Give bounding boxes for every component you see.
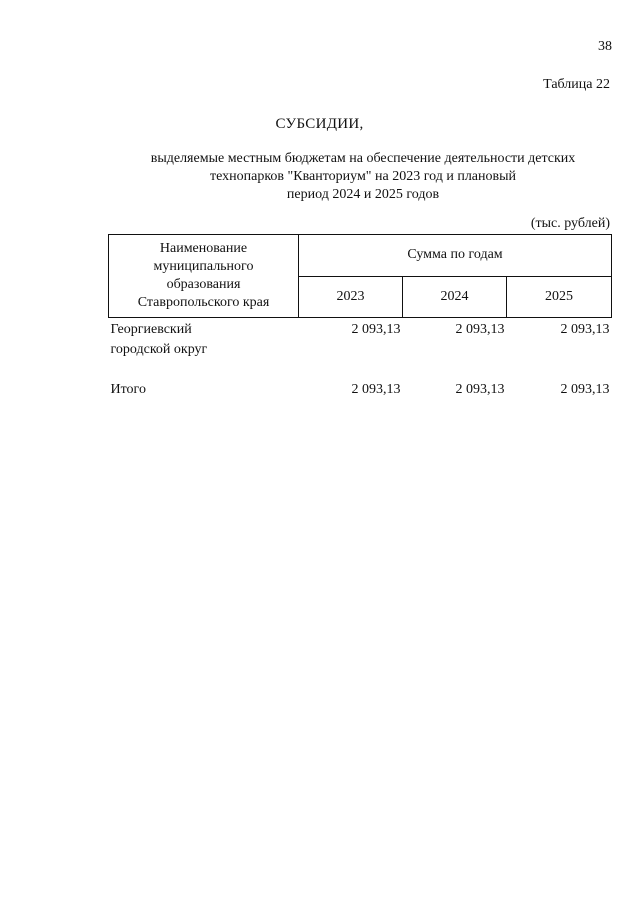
header-line: муниципального xyxy=(153,259,254,274)
value-2023: 2 093,13 xyxy=(351,322,401,337)
page-number: 38 xyxy=(598,39,612,54)
total-2024: 2 093,13 xyxy=(455,382,505,397)
year-header-2025: 2025 xyxy=(507,276,612,318)
total-row xyxy=(109,378,612,402)
total-2025: 2 093,13 xyxy=(560,382,610,397)
table-row xyxy=(109,318,612,379)
subtitle-line: период 2024 и 2025 годов xyxy=(286,187,440,202)
subtitle-line: технопарков "Кванториум" на 2023 год и плановый xyxy=(209,169,517,184)
table-label: Таблица 22 xyxy=(543,77,610,92)
year-header-2023: 2023 xyxy=(299,276,403,318)
municipality-column-header xyxy=(109,235,299,318)
header-line: Наименование xyxy=(159,241,248,256)
header-line: образования xyxy=(166,277,241,292)
total-2023: 2 093,13 xyxy=(351,382,401,397)
subsidies-table xyxy=(108,234,612,402)
year-header-2024: 2024 xyxy=(403,276,507,318)
subtitle-line: выделяемые местным бюджетам на обеспечение деятельности детских xyxy=(150,151,576,166)
name-line: Георгиевский xyxy=(110,322,192,337)
header-line: Ставропольского края xyxy=(137,295,270,310)
document-title: СУБСИДИИ, xyxy=(275,116,364,132)
sum-by-years-header: Сумма по годам xyxy=(299,235,612,277)
value-2024: 2 093,13 xyxy=(455,322,505,337)
name-line: городской округ xyxy=(110,342,208,357)
value-2025: 2 093,13 xyxy=(560,322,610,337)
document-subtitle xyxy=(118,150,608,204)
total-label: Итого xyxy=(110,382,146,397)
units-label: (тыс. рублей) xyxy=(530,216,610,231)
municipality-name xyxy=(109,318,299,379)
